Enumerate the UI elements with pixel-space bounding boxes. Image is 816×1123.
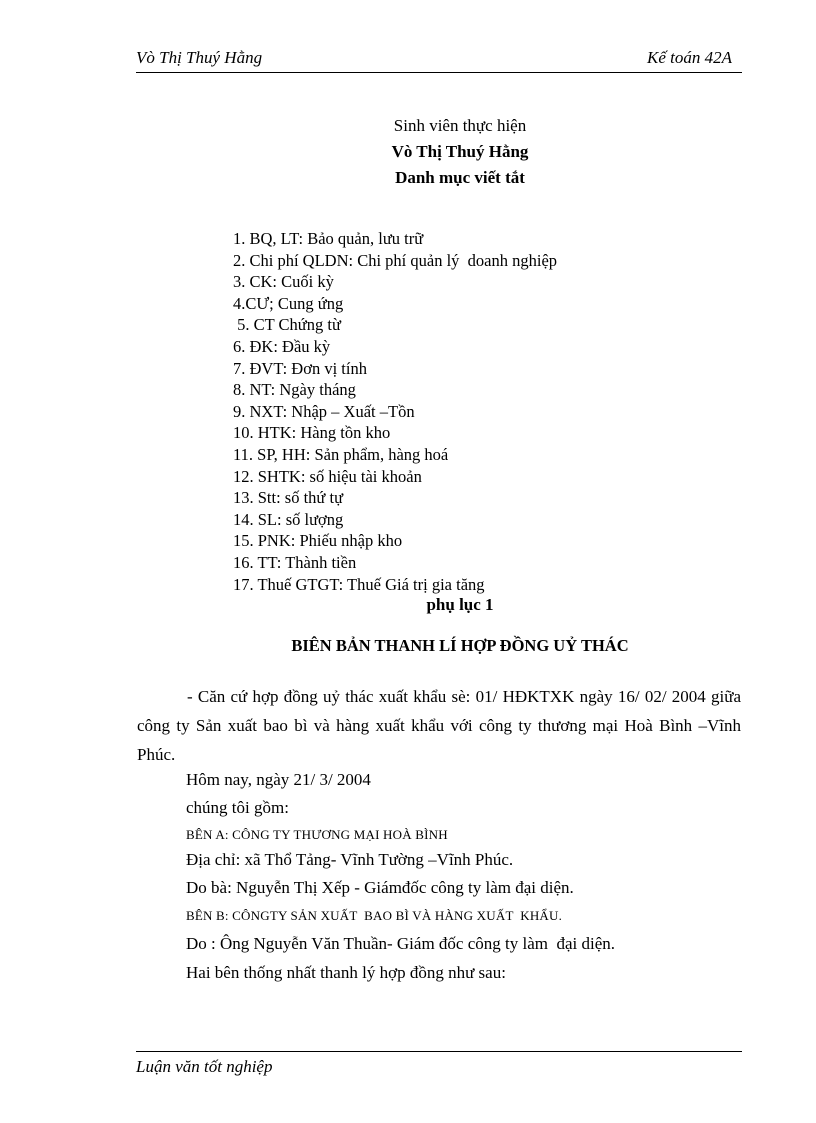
party-a: BÊN A: CÔNG TY THƯƠNG MẠI HOÀ BÌNH bbox=[186, 827, 448, 842]
list-item: 2. Chi phí QLDN: Chi phí quản lý doanh nghiệp bbox=[233, 250, 558, 270]
list-item: 16. TT: Thành tiền bbox=[233, 552, 357, 572]
performer-label: Sinh viên thực hiện bbox=[393, 116, 527, 135]
appendix-title: BIÊN BẢN THANH LÍ HỢP ĐỒNG UỶ THÁC bbox=[291, 636, 629, 655]
list-item: 15. PNK: Phiếu nhập kho bbox=[233, 531, 403, 551]
header-author: Vò Thị Thuý Hằng bbox=[136, 48, 263, 67]
appendix-label: phụ lục 1 bbox=[426, 595, 494, 614]
basis-paragraph: - Căn cứ hợp đồng uỷ thác xuất khẩu sè: 01/ HĐKTXK ngày 16/ 02/ 2004 giữa công ty Sản xuất bao bì và hàng xuất khẩu với công ty thương mại Hoà Bình –Vĩnh Phúc. bbox=[137, 687, 741, 764]
page-footer bbox=[136, 1051, 742, 1077]
list-item: 6. ĐK: Đầu kỳ bbox=[233, 336, 331, 356]
list-item: 10. HTK: Hàng tồn kho bbox=[233, 423, 391, 443]
list-item: 13. Stt: số thứ tự bbox=[233, 488, 344, 508]
header-class: Kế toán 42A bbox=[647, 48, 732, 67]
abbreviation-list bbox=[233, 228, 557, 595]
list-item: 17. Thuế GTGT: Thuế Giá trị gia tăng bbox=[233, 574, 485, 594]
list-item: 11. SP, HH: Sản phẩm, hàng hoá bbox=[233, 444, 449, 464]
list-item: 14. SL: số lượng bbox=[233, 509, 344, 529]
party-b: BÊN B: CÔNGTY SẢN XUẤT BAO BÌ VÀ HÀNG XUẤT KHẨU. bbox=[186, 908, 563, 923]
list-item: 1. BQ, LT: Bảo quản, lưu trữ bbox=[233, 229, 424, 248]
footer-text: Luận văn tốt nghiệp bbox=[136, 1057, 273, 1076]
party-a-address: Địa chỉ: xã Thổ Tảng- Vĩnh Tường –Vĩnh Phúc. bbox=[186, 850, 514, 869]
list-item: 12. SHTK: số hiệu tài khoản bbox=[233, 466, 422, 486]
page-header bbox=[136, 48, 742, 73]
list-item: 7. ĐVT: Đơn vị tính bbox=[233, 358, 367, 378]
agreement-line: Hai bên thống nhất thanh lý hợp đồng như sau: bbox=[186, 963, 506, 982]
party-a-representative: Do bà: Nguyễn Thị Xếp - Giámđốc công ty làm đại diện. bbox=[186, 878, 574, 897]
party-b-representative: Do : Ông Nguyễn Văn Thuần- Giám đốc công ty làm đại diện. bbox=[186, 934, 616, 953]
date-line: Hôm nay, ngày 21/ 3/ 2004 bbox=[186, 770, 371, 789]
list-item: 9. NXT: Nhập – Xuất –Tồn bbox=[233, 401, 415, 421]
list-item: 5. CT Chứng từ bbox=[233, 315, 341, 335]
abbreviation-list-title: Danh mục viết tắt bbox=[395, 168, 525, 187]
parties-intro: chúng tôi gồm: bbox=[186, 798, 289, 817]
list-item: 3. CK: Cuối kỳ bbox=[233, 272, 334, 292]
list-item: 4.CƯ; Cung ứng bbox=[233, 293, 344, 313]
performer-name: Vò Thị Thuý Hằng bbox=[391, 142, 529, 161]
list-item: 8. NT: Ngày tháng bbox=[233, 380, 356, 400]
